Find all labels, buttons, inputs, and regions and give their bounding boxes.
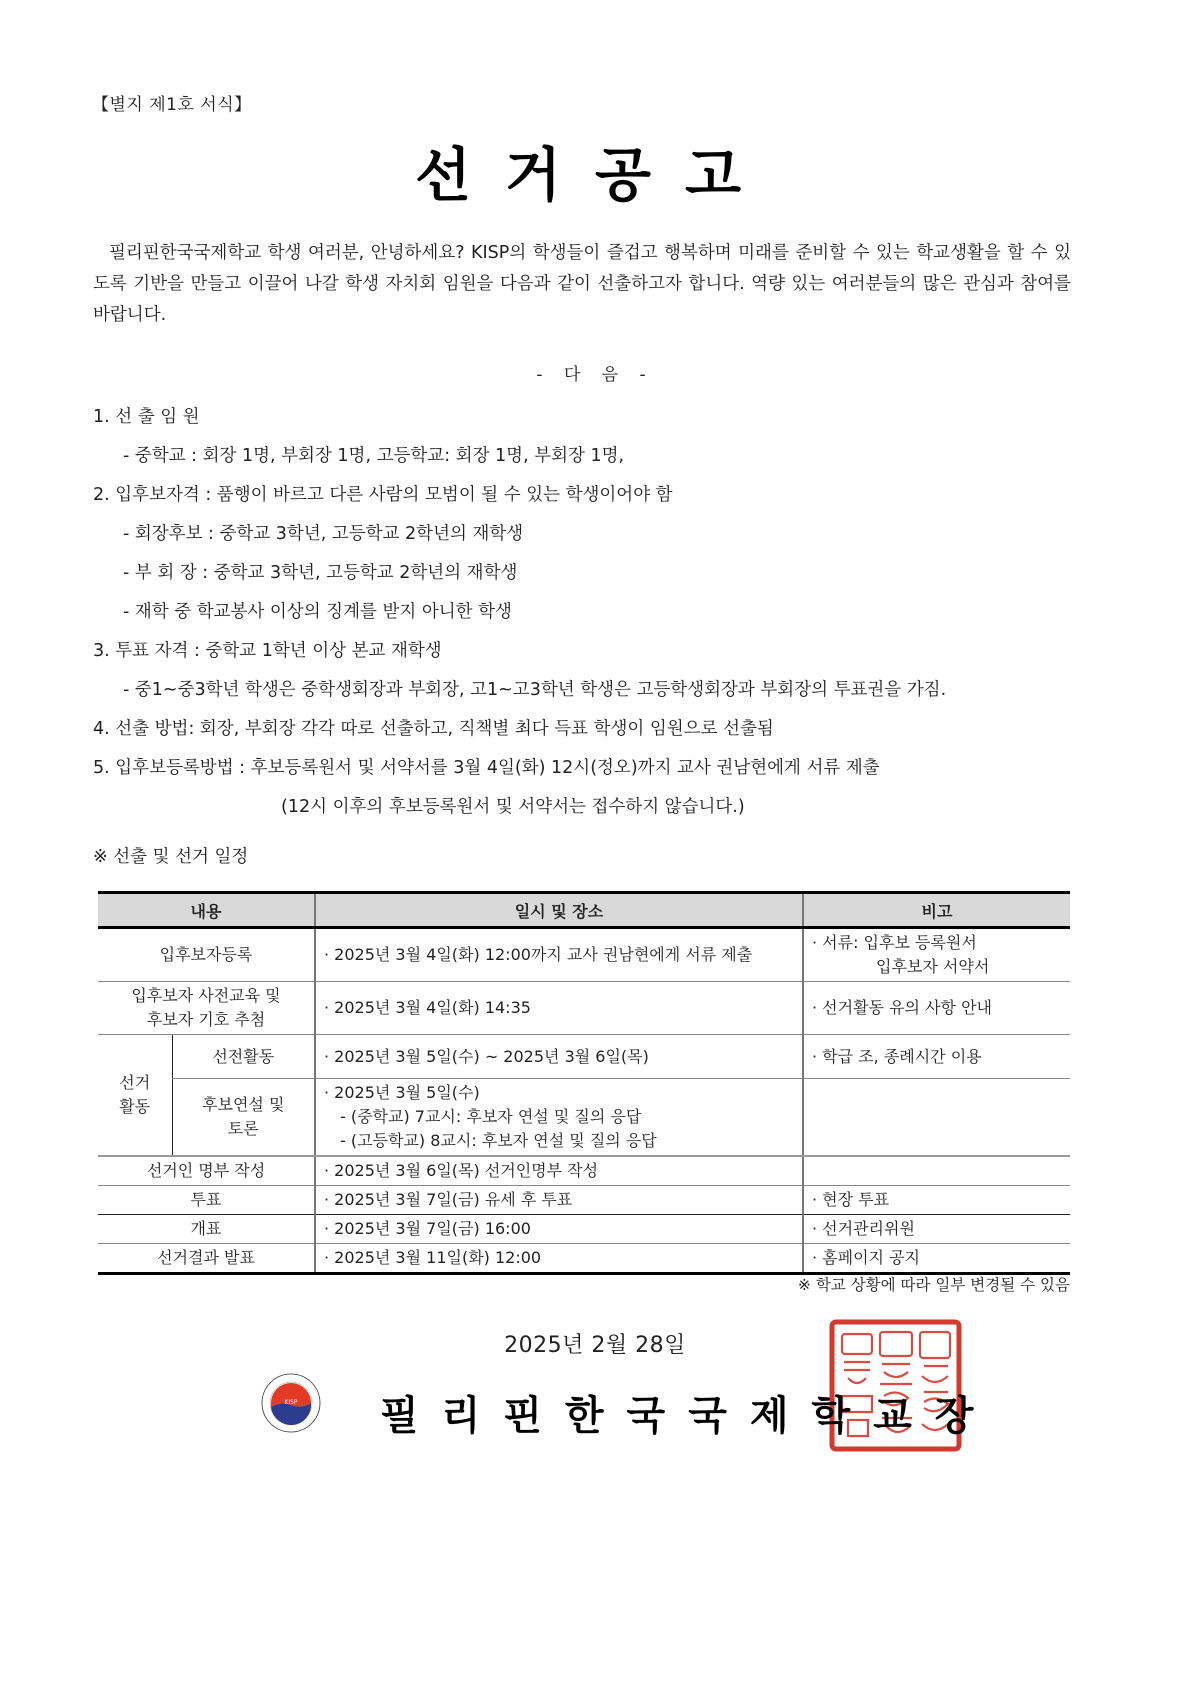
item-continuation: (12시 이후의 후보등록원서 및 서약서는 접수하지 않습니다.) [281,797,745,817]
cell-datetime: · 2025년 3월 5일(수) ~ 2025년 3월 6일(목) [315,1035,803,1079]
schedule-table [98,891,1070,1275]
item-line: 입후보자 사전교육 및 [131,986,281,1005]
cell-note [803,1079,1070,1157]
table-row [98,982,1070,1035]
cell-item: 입후보자등록 [98,928,315,982]
item-heading-4: 4. 선출 방법: 회장, 부회장 각각 따로 선출하고, 직책별 최다 득표 학생이 임원으로 선출됨 [93,719,774,739]
table-row [98,1156,1070,1186]
table-row [98,1079,1070,1157]
cell-datetime: · 2025년 3월 7일(금) 16:00 [315,1215,803,1244]
item-line: 후보연설 및 [202,1095,285,1114]
item-detail: - 부 회 장 : 중학교 3학년, 고등학교 2학년의 재학생 [123,563,518,583]
cell-datetime [315,1079,803,1157]
table-row [98,1244,1070,1274]
datetime-line: - (고등학교) 8교시: 후보자 연설 및 질의 응답 [340,1131,657,1150]
datetime-line: · 2025년 3월 5일(수) [324,1083,480,1102]
cell-datetime: · 2025년 3월 7일(금) 유세 후 투표 [315,1186,803,1215]
table-row [98,1035,1070,1079]
svg-text:KISP: KISP [284,1399,298,1406]
item-detail: - 회장후보 : 중학교 3학년, 고등학교 2학년의 재학생 [123,524,524,544]
item-detail: - 중1~중3학년 학생은 중학생회장과 부회장, 고1~고3학년 학생은 고등학생회장과 부회장의 투표권을 가짐. [123,680,947,700]
table-header-row [98,893,1070,928]
cell-datetime: · 2025년 3월 4일(화) 14:35 [315,982,803,1035]
item-heading-3: 3. 투표 자격 : 중학교 1학년 이상 본교 재학생 [93,641,442,661]
cell-datetime: · 2025년 3월 4일(화) 12:00까지 교사 권남현에게 서류 제출 [315,928,803,982]
table-row [98,1186,1070,1215]
group-line: 선거 [119,1073,151,1092]
note-line: 입후보자 서약서 [876,957,990,976]
school-logo-icon [261,1373,321,1433]
form-label: 【별지 제1호 서식】 [92,95,252,115]
announcement-items [93,398,1083,827]
school-signature: 필리핀한국국제학교장 [380,1392,997,1439]
cell-note: · 선거관리위원 [803,1215,1070,1244]
cell-item [98,982,315,1035]
cell-datetime: · 2025년 3월 11일(화) 12:00 [315,1244,803,1274]
intro-text: 필리핀한국국제학교 학생 여러분, 안녕하세요? KISP의 학생들이 즐겁고 행복하며 미래를 준비할 수 있는 학교생활을 할 수 있도록 기반을 만들고 이끌어 나갈 학생 자치회 임원을 다음과 같이 선출하고자 합니다. 역량 있는 여러분들의 많은 관심과 참여를 바랍니다. [93,243,1071,325]
cell-item [172,1079,315,1157]
cell-item: 개표 [98,1215,315,1244]
item-detail: - 재학 중 학교봉사 이상의 징계를 받지 아니한 학생 [123,602,512,622]
schedule-label: ※ 선출 및 선거 일정 [93,847,249,867]
cell-item: 선전활동 [172,1035,315,1079]
page-title: 선거공고 [414,141,776,209]
item-line: 토론 [227,1119,259,1138]
note-line: · 서류: 입후보 등록원서 [812,933,977,952]
cell-item: 투표 [98,1186,315,1215]
cell-note: · 현장 투표 [803,1186,1070,1215]
cell-datetime: · 2025년 3월 6일(목) 선거인명부 작성 [315,1156,803,1186]
column-header-datetime: 일시 및 장소 [315,893,803,928]
table-row [98,1215,1070,1244]
cell-item: 선거인 명부 작성 [98,1156,315,1186]
item-heading-1: 1. 선 출 임 원 [93,407,200,427]
cell-note [803,928,1070,982]
item-line: 후보자 기호 추첨 [146,1010,266,1029]
intro-paragraph [93,238,1071,331]
announcement-date: 2025년 2월 28일 [504,1333,686,1358]
datetime-line: - (중학교) 7교시: 후보자 연설 및 질의 응답 [340,1107,642,1126]
column-header-note: 비고 [803,893,1070,928]
cell-group-campaign [98,1035,172,1157]
item-heading-2: 2. 입후보자격 : 품행이 바르고 다른 사람의 모범이 될 수 있는 학생이어야 함 [93,485,673,505]
group-line: 활동 [119,1097,151,1116]
table-row [98,928,1070,982]
schedule-footnote: ※ 학교 상황에 따라 일부 변경될 수 있음 [797,1276,1070,1294]
cell-note: · 홈페이지 공지 [803,1244,1070,1274]
next-heading: - 다 음 - [536,365,654,385]
column-header-content: 내용 [98,893,315,928]
cell-note: · 학급 조, 종례시간 이용 [803,1035,1070,1079]
cell-note: · 선거활동 유의 사항 안내 [803,982,1070,1035]
cell-item: 선거결과 발표 [98,1244,315,1274]
item-detail: - 중학교 : 회장 1명, 부회장 1명, 고등학교: 회장 1명, 부회장 1명, [123,446,625,466]
cell-note [803,1156,1070,1186]
item-heading-5: 5. 입후보등록방법 : 후보등록원서 및 서약서를 3월 4일(화) 12시(정오)까지 교사 권남현에게 서류 제출 [93,758,880,778]
